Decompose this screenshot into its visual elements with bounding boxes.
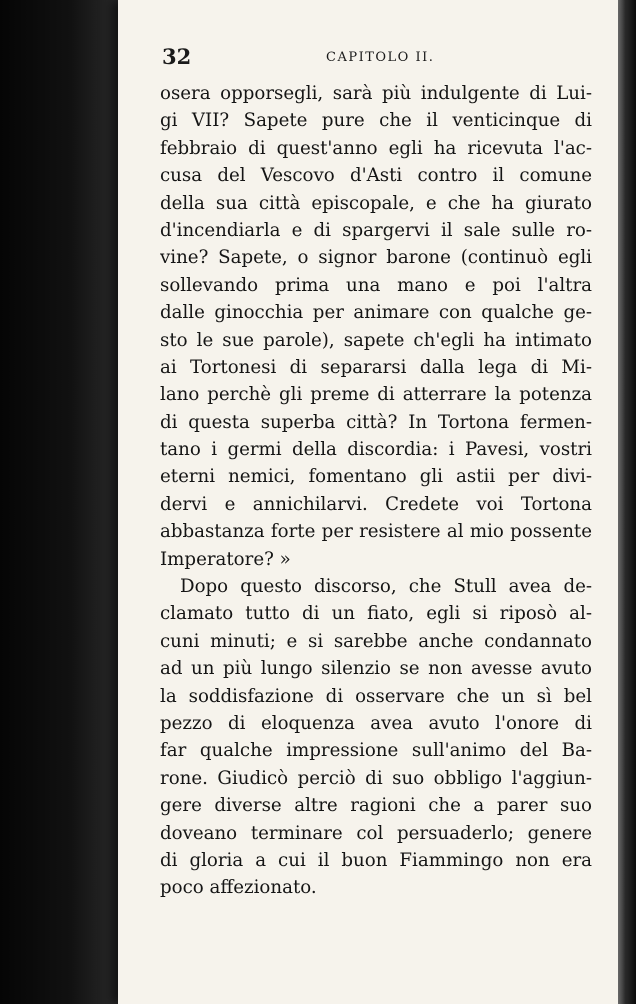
paragraph-2 [160, 573, 592, 902]
text-line: rone. Giudicò perciò di suo obbligo l'aggiun- [160, 767, 592, 789]
text-line: osera opporsegli, sarà più indulgente di Lui- [160, 83, 592, 104]
text-line: febbraio di quest'anno egli ha ricevuta l'ac- [160, 137, 592, 159]
text-line: d'incendiarla e di spargervi il sale sulle ro- [160, 219, 592, 241]
text-line: pezzo di eloquenza avea avuto l'onore di [160, 712, 592, 734]
page-number: 32 [162, 44, 192, 69]
text-line: di gloria a cui il buon Fiammingo non era [160, 849, 592, 871]
text-line: cusa del Vescovo d'Asti contro il comune [160, 165, 592, 187]
book-page [118, 0, 618, 1004]
book-right-edge [618, 0, 636, 1004]
text-line: dervi e annichilarvi. Credete voi Tortona [160, 493, 592, 515]
text-line: sollevando prima una mano e poi l'altra [160, 274, 592, 296]
paragraph-1 [160, 80, 592, 573]
book-left-edge [0, 0, 118, 1004]
text-line: tano i germi della discordia: i Pavesi, vostri [160, 439, 592, 461]
text-line: poco affezionato. [160, 877, 317, 899]
text-line: della sua città episcopale, e che ha giurato [160, 192, 592, 214]
text-line: gere diverse altre ragioni che a parer suo [160, 795, 592, 817]
text-line: cuni minuti; e si sarebbe anche condannato [160, 630, 592, 652]
text-line: Dopo questo discorso, che Stull avea de- [180, 576, 592, 598]
text-line: gi VII? Sapete pure che il venticinque di [160, 110, 592, 132]
text-line: far qualche impressione sull'animo del Ba- [160, 740, 592, 762]
text-line: sto le sue parole), sapete ch'egli ha intimato [160, 329, 592, 351]
text-line: Imperatore? » [160, 548, 291, 570]
text-line: abbastanza forte per resistere al mio possente [160, 521, 592, 543]
running-head: CAPITOLO II. [326, 50, 435, 65]
text-line: la soddisfazione di osservare che un sì bel [160, 685, 592, 707]
text-line: di questa superba città? In Tortona fermen- [160, 411, 592, 433]
text-line: doveano terminare col persuaderlo; genere [160, 822, 592, 844]
text-line: ai Tortonesi di separarsi dalla lega di Mi- [160, 356, 592, 378]
text-line: clamato tutto di un fiato, egli si riposò al- [160, 603, 592, 625]
body-text [160, 80, 592, 902]
text-line: eterni nemici, fomentano gli astii per divi- [160, 466, 592, 488]
text-line: lano perchè gli preme di atterrare la potenza [160, 384, 592, 406]
page-header [118, 44, 618, 74]
text-line: vine? Sapete, o signor barone (continuò egli [160, 247, 592, 269]
text-line: dalle ginocchia per animare con qualche ge- [160, 302, 592, 324]
text-line: ad un più lungo silenzio se non avesse avuto [160, 658, 592, 680]
